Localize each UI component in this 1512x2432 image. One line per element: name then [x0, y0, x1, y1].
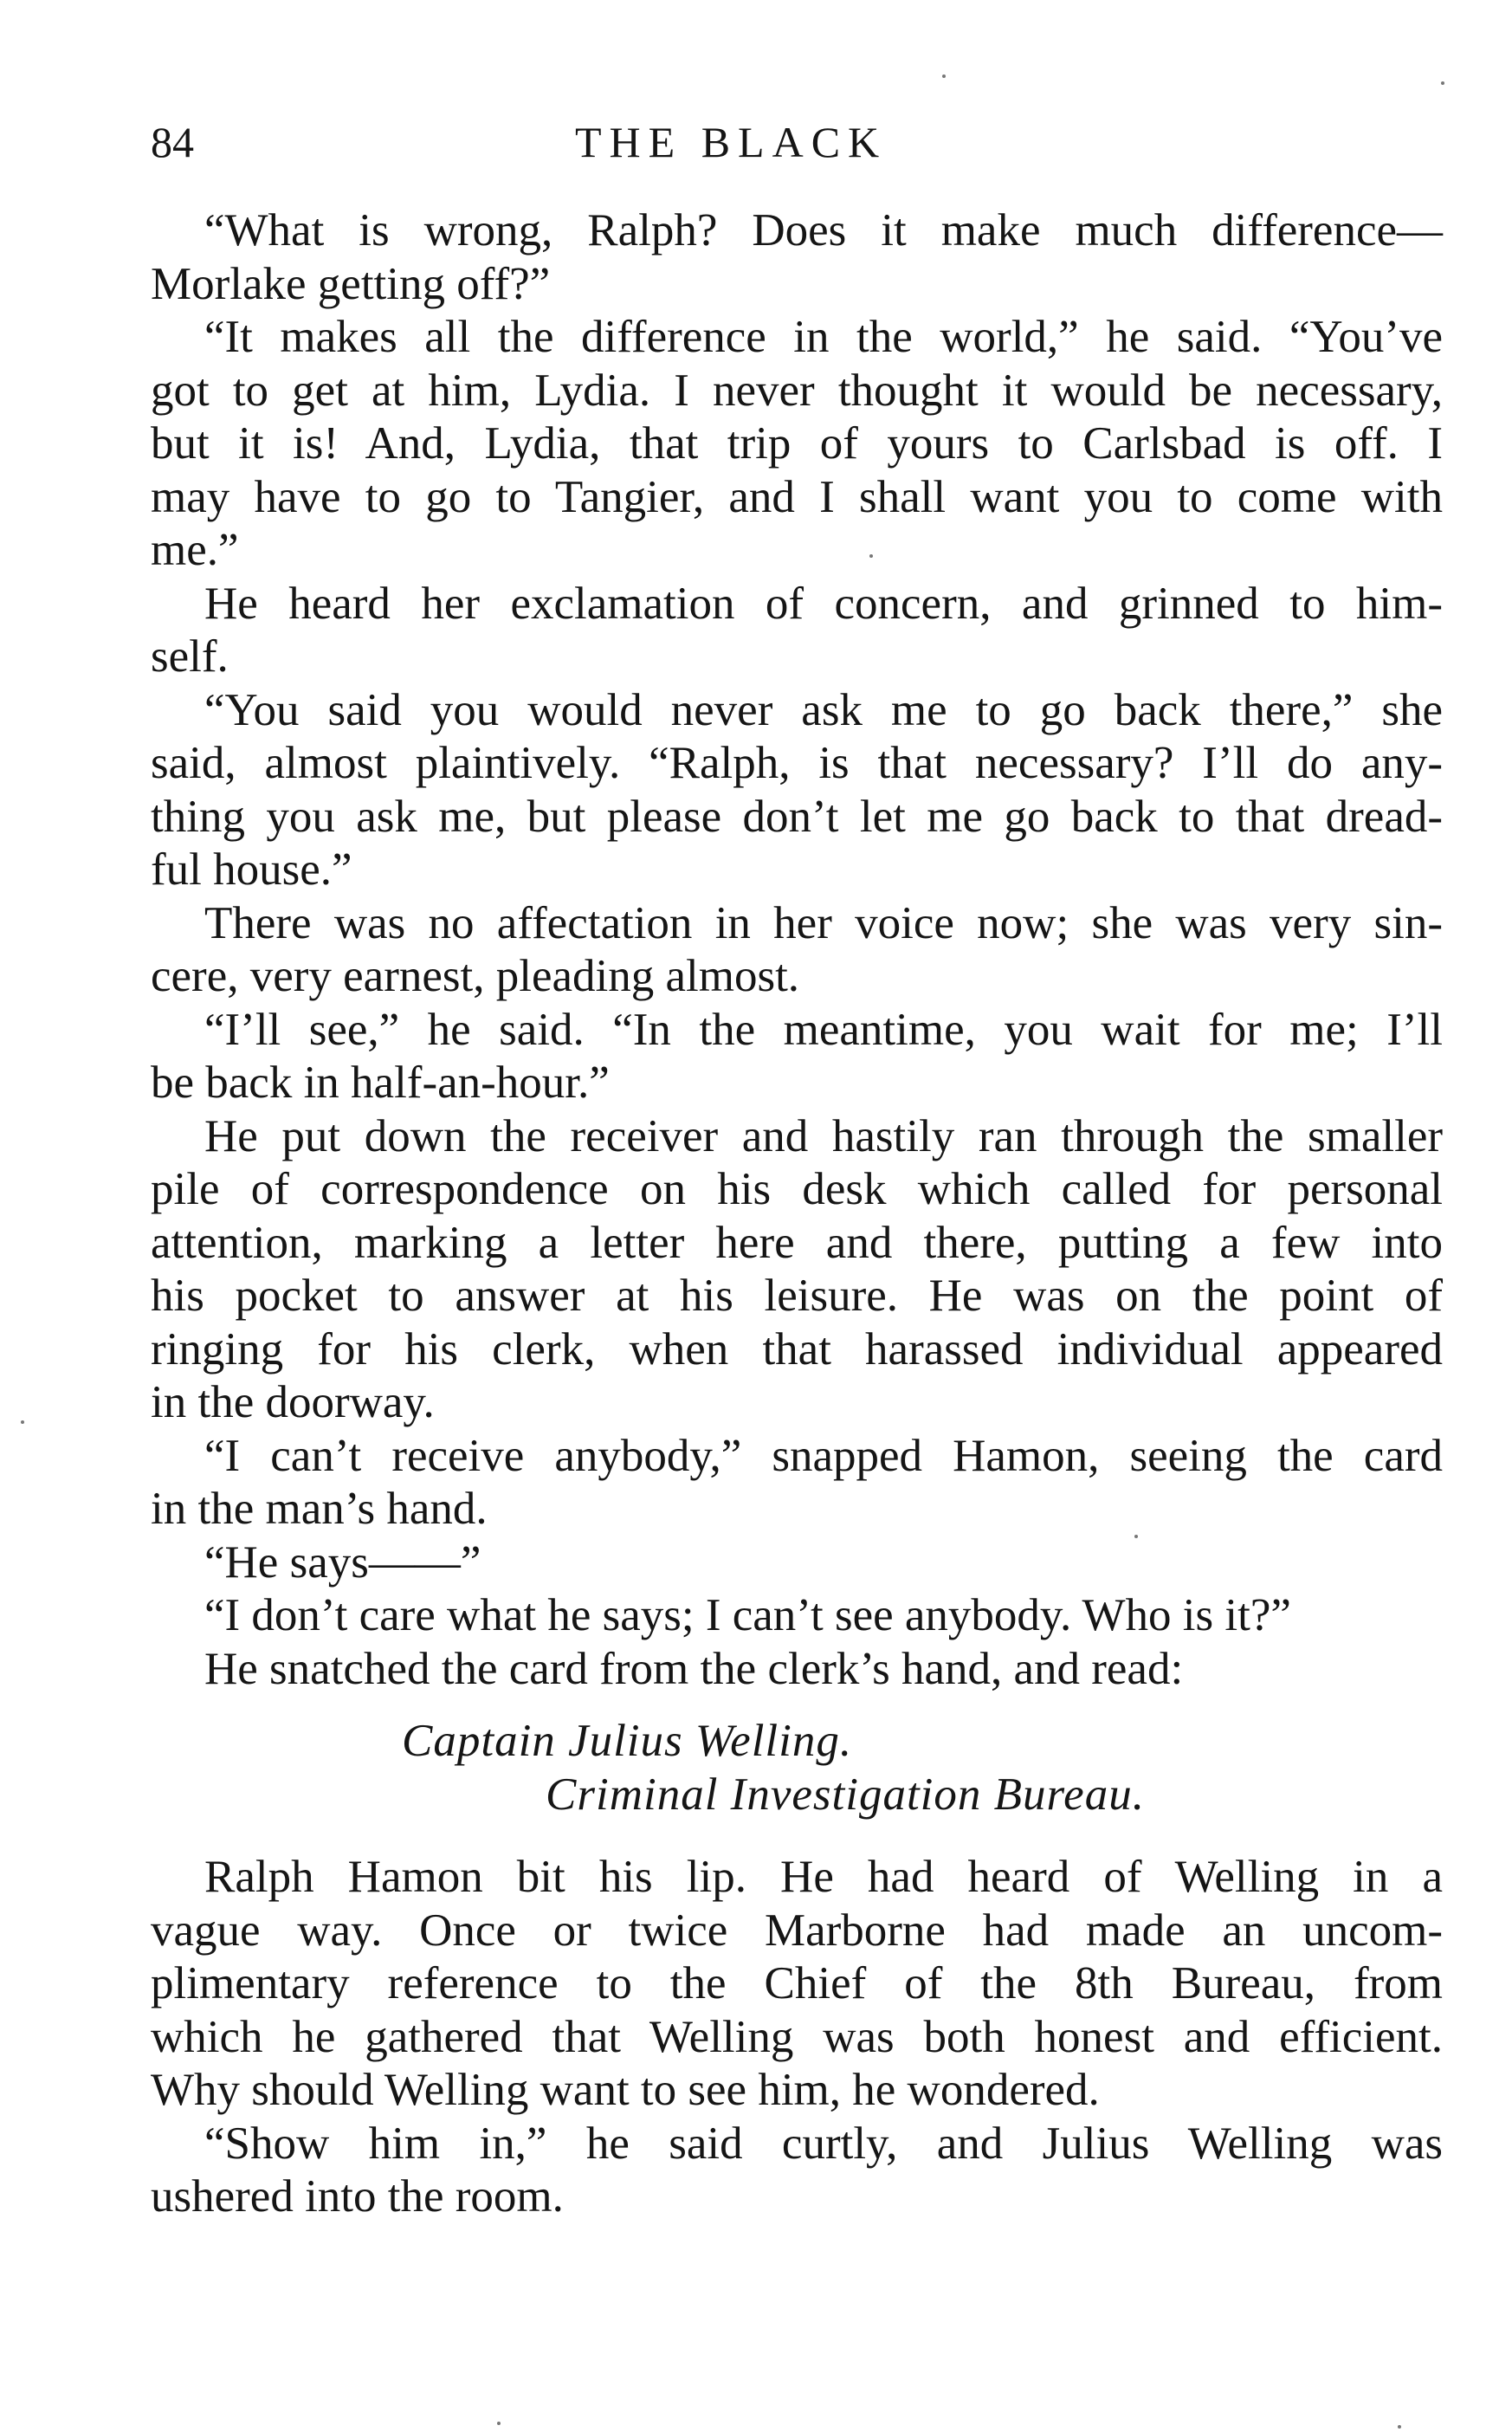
text-line: ful house.” — [151, 844, 352, 895]
paper-speck — [1398, 2425, 1401, 2429]
text-line: in the doorway. — [151, 1377, 435, 1427]
text-line: thing you ask me, but please don’t let me go back to that dread- — [151, 791, 1443, 842]
text-line: He put down the receiver and hastily ran through the smaller — [204, 1110, 1443, 1161]
text-line: ringing for his clerk, when that harassed individual appeared — [151, 1323, 1443, 1374]
text-line: There was no affectation in her voice now; she was very sin- — [204, 897, 1443, 948]
body-text — [151, 204, 1443, 2224]
text-line: Why should Welling want to see him, he wondered. — [151, 2065, 1100, 2115]
text-line: “I can’t receive anybody,” snapped Hamon, seeing the card — [204, 1430, 1443, 1481]
text-line: may have to go to Tangier, and I shall want you to come with — [151, 471, 1443, 522]
text-line: self. — [151, 631, 229, 682]
card-bureau-line: Criminal Investigation Bureau. — [546, 1769, 1145, 1820]
paper-speck — [497, 2422, 501, 2425]
paper-speck — [1134, 1535, 1138, 1538]
text-line: pile of correspondence on his desk which called for personal — [151, 1164, 1443, 1214]
text-line: got to get at him, Lydia. I never thought it would be necessary, — [151, 365, 1443, 416]
text-line: cere, very earnest, pleading almost. — [151, 951, 800, 1001]
text-line: Ralph Hamon bit his lip. He had heard of Welling in a — [204, 1852, 1443, 1902]
text-line: which he gathered that Welling was both honest and efficient. — [151, 2011, 1443, 2062]
text-line: his pocket to answer at his leisure. He was on the point of — [151, 1271, 1443, 1321]
text-line: plimentary reference to the Chief of the 8th Bureau, from — [151, 1958, 1443, 2008]
text-line: “What is wrong, Ralph? Does it make much difference— — [204, 205, 1443, 255]
text-line: Morlake getting off?” — [151, 258, 551, 309]
text-line: but it is! And, Lydia, that trip of yours to Carlsbad is off. I — [151, 418, 1443, 469]
text-line: me.” — [151, 525, 239, 575]
text-line: attention, marking a letter here and there, putting a few into — [151, 1217, 1443, 1268]
text-line: He heard her exclamation of concern, and grinned to him- — [204, 578, 1443, 629]
page-header — [151, 116, 1443, 177]
text-line: be back in half-an-hour.” — [151, 1058, 610, 1108]
text-line: “Show him in,” he said curtly, and Julius Welling was — [204, 2118, 1443, 2169]
text-line: said, almost plaintively. “Ralph, is that necessary? I’ll do any- — [151, 738, 1443, 788]
text-line: “He says——” — [204, 1536, 481, 1588]
paper-speck — [21, 1420, 24, 1424]
paper-speck — [942, 74, 946, 78]
paper-speck — [1441, 81, 1444, 85]
text-line: He snatched the card from the clerk’s hand, and read: — [204, 1643, 1184, 1694]
text-line: “You said you would never ask me to go back there,” she — [204, 684, 1443, 735]
text-line: in the man’s hand. — [151, 1484, 488, 1534]
text-line: “It makes all the difference in the world,” he said. “You’ve — [204, 312, 1443, 362]
text-line: ushered into the room. — [151, 2171, 564, 2222]
running-head: THE BLACK — [575, 118, 888, 166]
text-line: “I don’t care what he says; I can’t see anybody. Who is it?” — [204, 1590, 1291, 1640]
page-number: 84 — [151, 118, 194, 166]
text-line: vague way. Once or twice Marborne had made an uncom- — [151, 1905, 1443, 1956]
text-line: “I’ll see,” he said. “In the meantime, you wait for me; I’ll — [204, 1004, 1443, 1055]
card-name-line: Captain Julius Welling. — [402, 1716, 853, 1766]
paper-speck — [869, 554, 873, 558]
